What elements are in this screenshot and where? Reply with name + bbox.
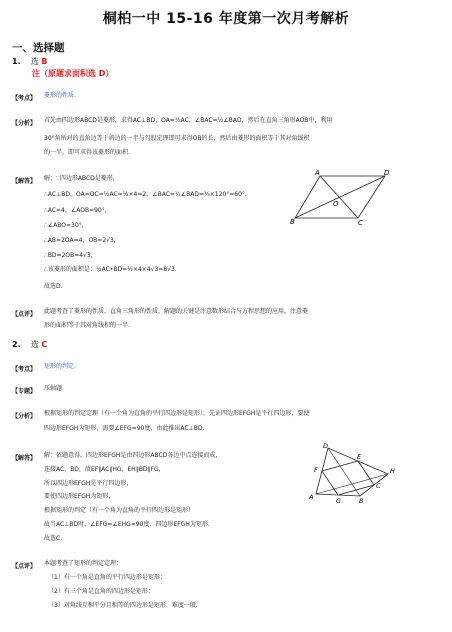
section-heading: 一、选择题 bbox=[12, 42, 65, 54]
q2-dianping-label: 【点评】 bbox=[12, 563, 37, 570]
q1-number: 1. bbox=[12, 57, 21, 66]
q1-answer: B bbox=[41, 57, 48, 66]
figure2-label-g: G bbox=[336, 497, 342, 504]
q1-fenxi-label: 【分析】 bbox=[12, 120, 37, 127]
figure1-label-d: D bbox=[384, 169, 390, 177]
figure1-label-c: C bbox=[358, 219, 363, 226]
q1-jieda-line: 解：∵四边形ABCD是菱形， bbox=[44, 175, 119, 182]
q1-answer-prefix: 选 bbox=[30, 57, 39, 66]
q1-jieda-line: ∴BD=2OB=4√3， bbox=[44, 252, 97, 259]
q2-fenxi-line: 根据矩形的判定定理（有一个角为直角的平行四边形是矩形），先证四边形EFGH是平行四边形，要使 bbox=[44, 410, 310, 417]
q1-jieda-line: ∴AB=2OA=4，OB=2√3， bbox=[44, 237, 120, 244]
q2-fenxi-label: 【分析】 bbox=[12, 413, 37, 420]
q1-jieda-line: ∴该菱形的面积是：½AC•BD=½×4×4√3=8√3. bbox=[44, 266, 177, 273]
q1-kaodian: 菱形的性质. bbox=[44, 92, 76, 99]
q1-kaodian-label: 【考点】 bbox=[12, 95, 37, 102]
q2-jieda-line: 解：依题意得，四边形EFGH是由四边形ABCD各边中点连接而成， bbox=[44, 452, 222, 459]
figure1-label-o: O bbox=[333, 200, 339, 208]
q2-jieda-line: 故选C. bbox=[44, 535, 63, 542]
q2-jieda-line: 根据矩形的判定（有一个角为直角的平行四边形是矩形） bbox=[44, 507, 195, 514]
q2-kaodian-label: 【考点】 bbox=[12, 366, 37, 373]
rhombus-figure bbox=[290, 166, 390, 226]
q1-jieda-line: ∴AC⊥BD，OA=OC=½AC=½×4=2，∠BAC=½∠BAD=½×120°=60°， bbox=[44, 191, 251, 198]
q2-dianping-line: （3）对角线互相平分且相等的四边形是矩形．难度一般． bbox=[48, 602, 202, 609]
q1-jieda-label: 【解答】 bbox=[12, 178, 37, 185]
q2-kaodian: 矩形的判定. bbox=[44, 363, 76, 370]
q2-zhuanti: 压轴题. bbox=[44, 385, 64, 392]
q1-fenxi-line: 30°角所对的直角边等于斜边的一半与勾股定理即可求得OB的长，然后由菱形的面积等于其对角线积 bbox=[44, 135, 310, 142]
q1-fenxi-line: 首先由四边形ABCD是菱形，求得AC⊥BD，OA=½AC，∠BAC=½∠BAD，然后在直角三角形AOB中，利用 bbox=[44, 117, 333, 124]
quadrilateral-figure bbox=[308, 442, 396, 504]
figure2-label-e: E bbox=[357, 453, 362, 461]
q2-jieda-label: 【解答】 bbox=[12, 455, 37, 462]
figure2-label-c: C bbox=[376, 482, 381, 490]
figure2-label-h: H bbox=[390, 467, 395, 475]
q2-answer-line bbox=[12, 339, 47, 350]
figure2-label-a: A bbox=[309, 493, 314, 501]
q1-jieda-line: ∴∠ABO=30°， bbox=[44, 222, 88, 229]
figure2-label-f: F bbox=[314, 466, 318, 474]
figure1-label-b: B bbox=[290, 218, 295, 226]
figure2-label-d: D bbox=[323, 442, 329, 450]
q2-fenxi-line: 四边形EFGH为矩形，需要∠EFG=90度，由此推出AC⊥BD. bbox=[44, 425, 205, 432]
q1-dianping-line: 此题考查了菱形的性质，直角三角形的性质，解题的关键是注意数形结合与方程思想的应用，注意菱 bbox=[44, 308, 309, 315]
q1-answer-line bbox=[12, 56, 47, 67]
q1-jieda-line: ∴AC=4，∠AOB=90°， bbox=[44, 207, 111, 214]
q2-jieda-line: 连接AC、BD，故EF∥AC∥HG，EH∥BD∥FG， bbox=[44, 466, 165, 473]
q1-fenxi-line: 的一半，即可求得该菱形的面积. bbox=[44, 149, 130, 156]
figure2-label-b: B bbox=[359, 497, 364, 504]
q1-dianping-label: 【点评】 bbox=[12, 311, 37, 318]
figure1-label-a: A bbox=[315, 169, 320, 177]
q1-note: 注（原题求面积选 D） bbox=[32, 69, 114, 78]
q2-dianping-line: （2）有三个角是直角的四边形是矩形； bbox=[48, 588, 154, 595]
q2-jieda-line: 故当AC⊥BD时，∠EFG=∠EHG=90度．四边形EFGH为矩形． bbox=[44, 521, 214, 528]
q1-dianping-line: 形的面积等于其对角线积的一半. bbox=[44, 322, 130, 329]
q2-dianping-line: 本题考查了矩形的判定定理： bbox=[44, 560, 123, 567]
q2-zhuanti-label: 【专题】 bbox=[12, 388, 37, 395]
page-title: 桐柏一中 15-16 年度第一次月考解析 bbox=[102, 11, 350, 27]
q2-number: 2. bbox=[12, 340, 21, 349]
q2-jieda-line: 所以四边形EFGH是平行四边形， bbox=[44, 480, 133, 487]
q2-dianping-line: （1）有一个角是直角的平行四边形是矩形； bbox=[48, 574, 166, 581]
q2-answer: C bbox=[41, 340, 48, 349]
q2-answer-prefix: 选 bbox=[30, 340, 39, 349]
q1-jieda-line: 故选D. bbox=[44, 283, 63, 290]
q2-jieda-line: 要使四边形EFGH为矩形， bbox=[44, 493, 115, 500]
